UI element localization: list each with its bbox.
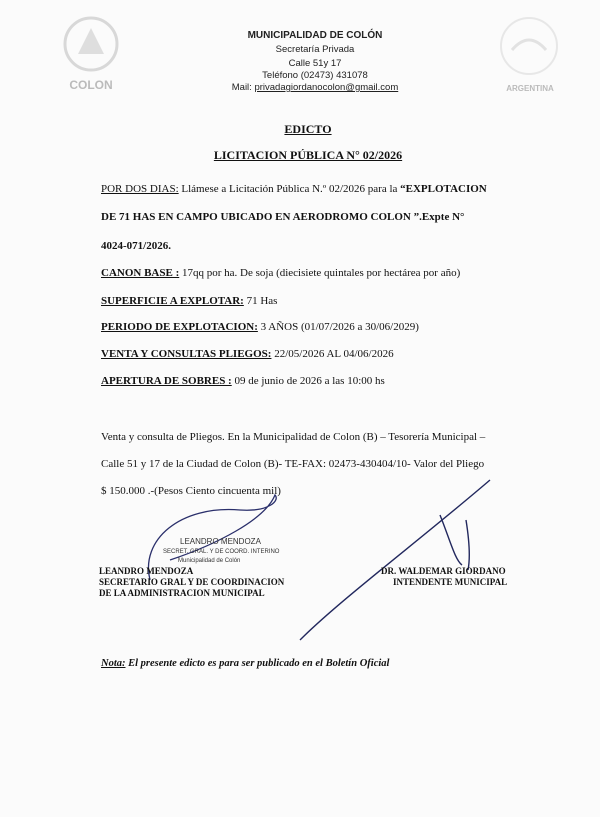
right-signer-role: INTENDENTE MUNICIPAL — [393, 577, 508, 587]
left-signer-block — [99, 566, 284, 599]
left-signer-name: LEANDRO MENDOZA — [99, 566, 194, 576]
superficie-value: 71 Has — [243, 295, 278, 307]
periodo-label: PERIODO DE EXPLOTACION: — [101, 321, 258, 333]
logo-left-text: COLON — [69, 78, 113, 92]
venta-value: 22/05/2026 AL 04/06/2026 — [271, 348, 394, 360]
paragraph-line-2: Calle 51 y 17 de la Ciudad de Colon (B)- TE-FAX: 02473-430404/10- Valor del Pliego — [101, 458, 485, 470]
right-signer-block — [381, 566, 507, 588]
stamp-name: LEANDRO MENDOZA — [180, 537, 261, 546]
nota-text: El presente edicto es para ser publicado en el Boletín Oficial — [125, 658, 390, 669]
nota-label: Nota: — [101, 658, 126, 669]
apertura-label: APERTURA DE SOBRES : — [101, 375, 232, 387]
logo-right-text: ARGENTINA — [506, 84, 554, 93]
header-org: MUNICIPALIDAD DE COLÓN — [247, 30, 383, 41]
right-signature-stroke — [300, 480, 490, 640]
periodo-value: 3 AÑOS (01/07/2026 a 30/06/2029) — [257, 321, 419, 333]
venta-label: VENTA Y CONSULTAS PLIEGOS: — [101, 348, 272, 360]
line1-label: POR DOS DIAS: — [101, 183, 179, 195]
mail-link[interactable]: privadagiordanocolon@gmail.com — [254, 82, 399, 93]
apertura-value: 09 de junio de 2026 a las 10:00 hs — [231, 375, 385, 387]
canon-value: 17qq por ha. De soja (diecisiete quintales por hectárea por año) — [179, 267, 461, 279]
left-signer-role-1: SECRETARIO GRAL Y DE COORDINACION — [99, 577, 285, 587]
superficie-label: SUPERFICIE A EXPLOTAR: — [101, 295, 244, 307]
right-signer-name: DR. WALDEMAR GIORDANO — [381, 566, 506, 576]
stamp-org: Municipalidad de Colón — [178, 558, 241, 564]
line1-text: Llámese a Licitación Pública N.º 02/2026 para la — [178, 183, 401, 195]
header-phone: Teléfono (02473) 431078 — [262, 70, 368, 81]
body-line-3: 4024-071/2026. — [101, 240, 171, 252]
document-subtitle: LICITACION PÚBLICA N° 02/2026 — [213, 148, 403, 162]
line1-bold: “EXPLOTACION — [400, 183, 487, 195]
header-office: Secretaría Privada — [275, 44, 355, 55]
document-title: EDICTO — [284, 122, 332, 136]
paragraph-line-3: $ 150.000 .-(Pesos Ciento cincuenta mil) — [101, 485, 281, 497]
body-line-2: DE 71 HAS EN CAMPO UBICADO EN AERODROMO COLON ”.Expte N° — [101, 211, 465, 223]
nota — [101, 658, 389, 669]
stamp-role: SECRET. GRAL. Y DE COORD. INTERINO — [163, 549, 280, 555]
header-address: Calle 51y 17 — [288, 58, 342, 69]
canon-label: CANON BASE : — [101, 267, 180, 279]
paragraph-line-1: Venta y consulta de Pliegos. En la Municipalidad de Colon (B) – Tesorería Municipal – — [101, 431, 486, 443]
left-signer-role-2: DE LA ADMINISTRACION MUNICIPAL — [99, 588, 265, 598]
mail-label: Mail: — [231, 82, 255, 93]
